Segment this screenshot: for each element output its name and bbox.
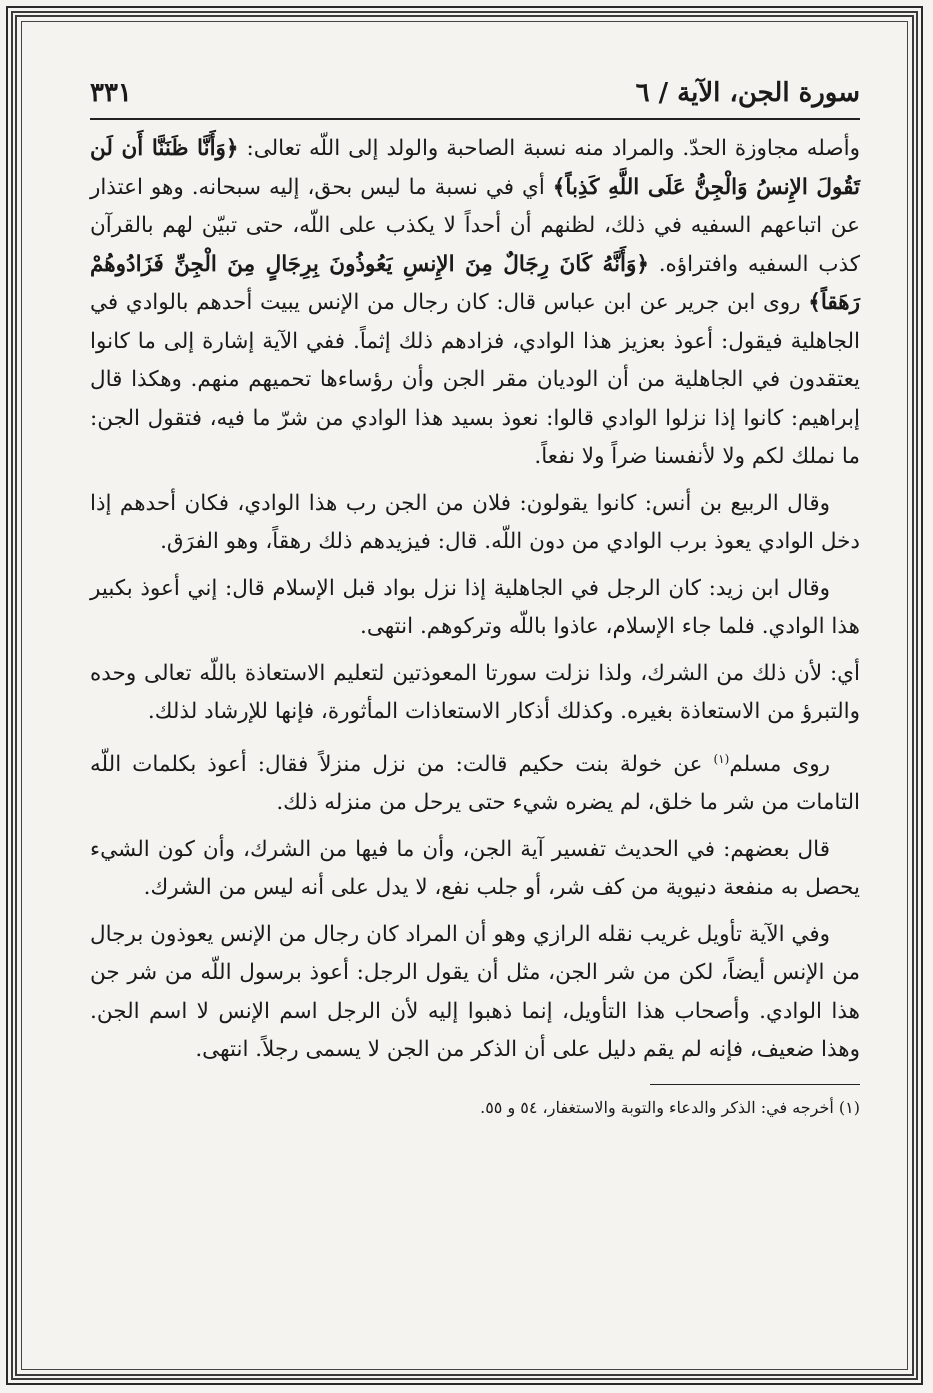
text-run: قال بعضهم: في الحديث تفسير آية الجن، وأن ما فيها من الشرك، وأن كون الشيء يحصل به منفعة دنيوية من كف شر، أو جلب نفع، لا يدل على أنه ليس من الشرك. — [90, 836, 860, 901]
footnote-divider — [650, 1084, 860, 1085]
text-run: وأصله مجاوزة الحدّ. والمراد منه نسبة الصاحبة والولد إلى اللّه تعالى: — [238, 136, 860, 161]
paragraph — [90, 130, 860, 477]
paragraph — [90, 831, 860, 908]
paragraph — [90, 655, 860, 732]
paragraph — [90, 485, 860, 562]
paragraph — [90, 740, 860, 823]
text-run: أي: لأن ذلك من الشرك، ولذا نزلت سورتا المعوذتين لتعليم الاستعاذة باللّه تعالى وحده والتبرؤ من الاستعاذة بغيره. وكذلك أذكار الاستعاذات المأثورة، فإنها للإرشاد لذلك. — [90, 660, 860, 724]
text-run: أي في نسبة ما ليس بحق، إليه سبحانه. وهو اعتذار عن اتباعهم السفيه في ذلك، لظنهم أن أحداً لا يكذب على اللّه، حتى تبيّن لهم بالقرآن كذب السفيه وافتراؤه. — [90, 174, 860, 277]
footnote-ref: (١) — [713, 751, 730, 766]
quran-verse: ﴿وَأَنَّهُ كَانَ رِجَالٌ مِنَ الإِنسِ يَعُوذُونَ بِرِجَالٍ مِنَ الْجِنِّ فَزَادُوهُمْ رَهَقاً﴾ — [90, 251, 860, 315]
paragraph — [90, 916, 860, 1070]
running-header — [90, 70, 860, 120]
text-run: روى ابن جرير عن ابن عباس قال: كان رجال من الإنس يبيت أحدهم بالوادي في الجاهلية فيقول: أعوذ بعزيز هذا الوادي، فزادهم ذلك إثماً. ففي الآية إشارة إلى ما كانوا يعتقدون في الجاهلية من أن الوديان مقر الجن وأن رؤساءها تحميهم منهم. وهكذا قال إبراهيم: كانوا إذا نزلوا الوادي قالوا: نعوذ بسيد هذا الوادي من شرّ ما فيه، فتقول الجن: ما نملك لكم ولا لأنفسنا ضراً ولا نفعاً. — [90, 290, 860, 469]
book-page — [90, 70, 860, 1360]
page-number: ٣٣١ — [90, 78, 132, 108]
text-run: وقال الربيع بن أنس: كانوا يقولون: فلان من الجن رب هذا الوادي، فكان أحدهم إذا دخل الوادي يعوذ برب الوادي من دون اللّه. قال: فيزيدهم ذلك رهقاً، وهو الفرَق. — [90, 490, 860, 554]
footnote: (١) أخرجه في: الذكر والدعاء والتوبة والاستغفار، ٥٤ و ٥٥. — [480, 1097, 860, 1117]
text-run: وفي الآية تأويل غريب نقله الرازي وهو أن المراد كان رجال من الإنس يعوذون برجال من الإنس أيضاً، لكن من شر الجن، مثل أن يقول الرجل: أعوذ برسول اللّه من شر جن هذا الوادي. وأصحاب هذا التأويل، إنما ذهبوا إليه لأن الرجل اسم الإنس لا اسم الجن. وهذا ضعيف، فإنه لم يقم دليل على أن الذكر من الجن لا يسمى رجلاً. انتهى. — [90, 921, 860, 1063]
text-run: عن خولة بنت حكيم قالت: من نزل منزلاً فقال: أعوذ بكلمات اللّه التامات من شر ما خلق، لم يضره شيء حتى يرحل من منزله ذلك. — [90, 751, 860, 816]
text-run: روى مسلم — [729, 751, 830, 777]
page-body — [90, 120, 860, 1070]
paragraph — [90, 570, 860, 647]
header-title: سورة الجن، الآية / ٦ — [635, 78, 860, 108]
quran-verse: ﴿وَأَنَّا ظَنَنَّا أَن لَن تَقُولَ الإِنسُ وَالْجِنُّ عَلَى اللَّهِ كَذِباً﴾ — [90, 136, 861, 200]
text-run: وقال ابن زيد: كان الرجل في الجاهلية إذا نزل بواد قبل الإسلام قال: إني أعوذ بكبير هذا الوادي. فلما جاء الإسلام، عاذوا باللّه وتركوهم. انتهى. — [90, 575, 860, 639]
